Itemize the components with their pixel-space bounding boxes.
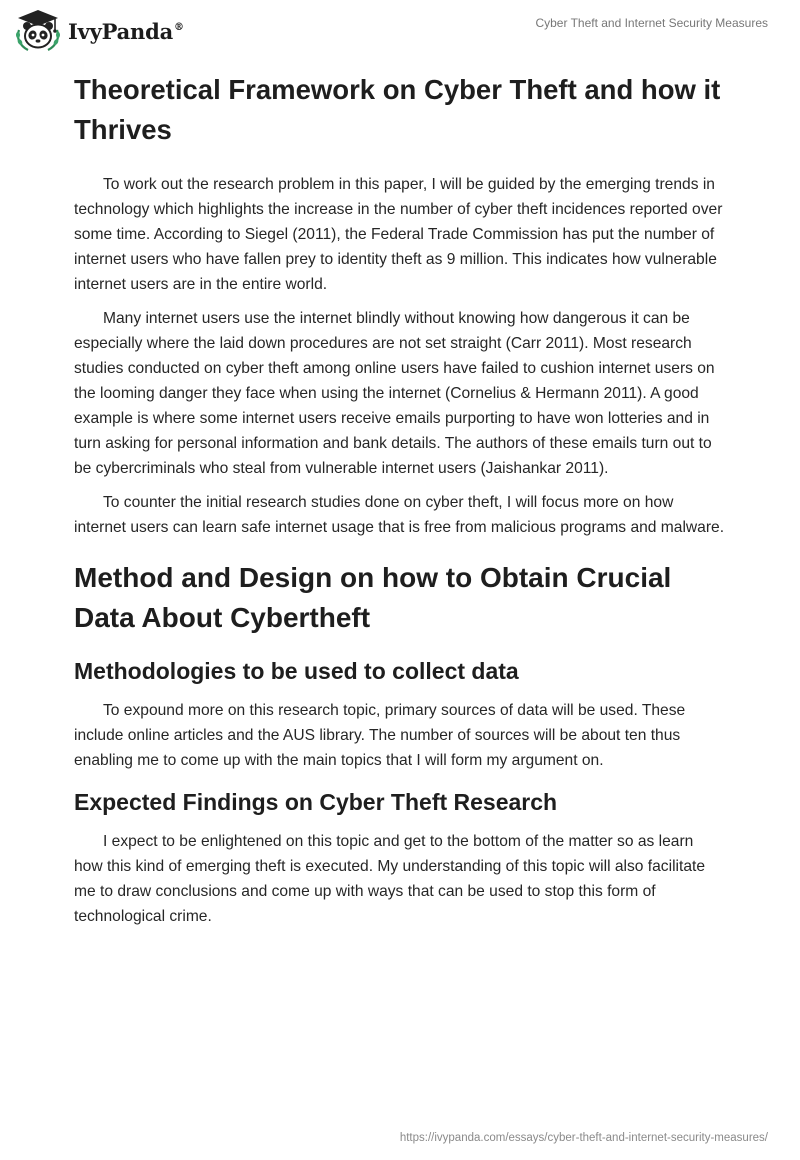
paragraph: To expound more on this research topic, primary sources of data will be used. These include online articles and the AUS library. The number of sources will be about ten thus enabling me to come up with the main topics that I will form my argument on. xyxy=(74,702,686,769)
article-body xyxy=(74,70,726,938)
paragraph: Many internet users use the internet blindly without knowing how dangerous it can be especially where the laid down procedures are not set straight (Carr 2011). Most research studies conducted on cyber theft among online users have failed to cushion internet users on the looming danger they face when using the internet (Cornelius & Hermann 2011). A good example is where some internet users receive emails purporting to have won lotteries and in turn asking for personal information and bank details. The authors of these emails turn out to be cybercriminals who steal from vulnerable internet users (Jaishankar 2011). xyxy=(74,310,715,477)
brand-name: IvyPanda® xyxy=(68,18,184,44)
heading-method-and-design: Method and Design on how to Obtain Crucial Data About Cybertheft xyxy=(74,562,672,633)
brand-logo[interactable] xyxy=(14,8,184,52)
heading-theoretical-framework: Theoretical Framework on Cyber Theft and how it Thrives xyxy=(74,74,721,145)
heading-methodologies: Methodologies to be used to collect data xyxy=(74,658,519,684)
paragraph: To counter the initial research studies done on cyber theft, I will focus more on how internet users can learn safe internet usage that is free from malicious programs and malware. xyxy=(74,494,725,536)
page-header xyxy=(0,0,800,60)
registered-mark: ® xyxy=(174,21,184,33)
footer-source-url[interactable]: https://ivypanda.com/essays/cyber-theft-and-internet-security-measures/ xyxy=(399,1132,768,1144)
document-title: Cyber Theft and Internet Security Measures xyxy=(535,16,768,30)
paragraph: To work out the research problem in this paper, I will be guided by the emerging trends in technology which highlights the increase in the number of cyber theft incidences reported over some time. According to Siegel (2011), the Federal Trade Commission has put the number of internet users who have fallen prey to identity theft as 9 million. This indicates how vulnerable internet users are in the entire world. xyxy=(74,176,723,293)
heading-expected-findings: Expected Findings on Cyber Theft Research xyxy=(74,789,558,815)
paragraph: I expect to be enlightened on this topic and get to the bottom of the matter so as learn how this kind of emerging theft is executed. My understanding of this topic will also facilitate me to draw conclusions and come up with ways that can be used to stop this form of technological crime. xyxy=(74,833,706,925)
panda-graduate-icon xyxy=(14,8,62,52)
